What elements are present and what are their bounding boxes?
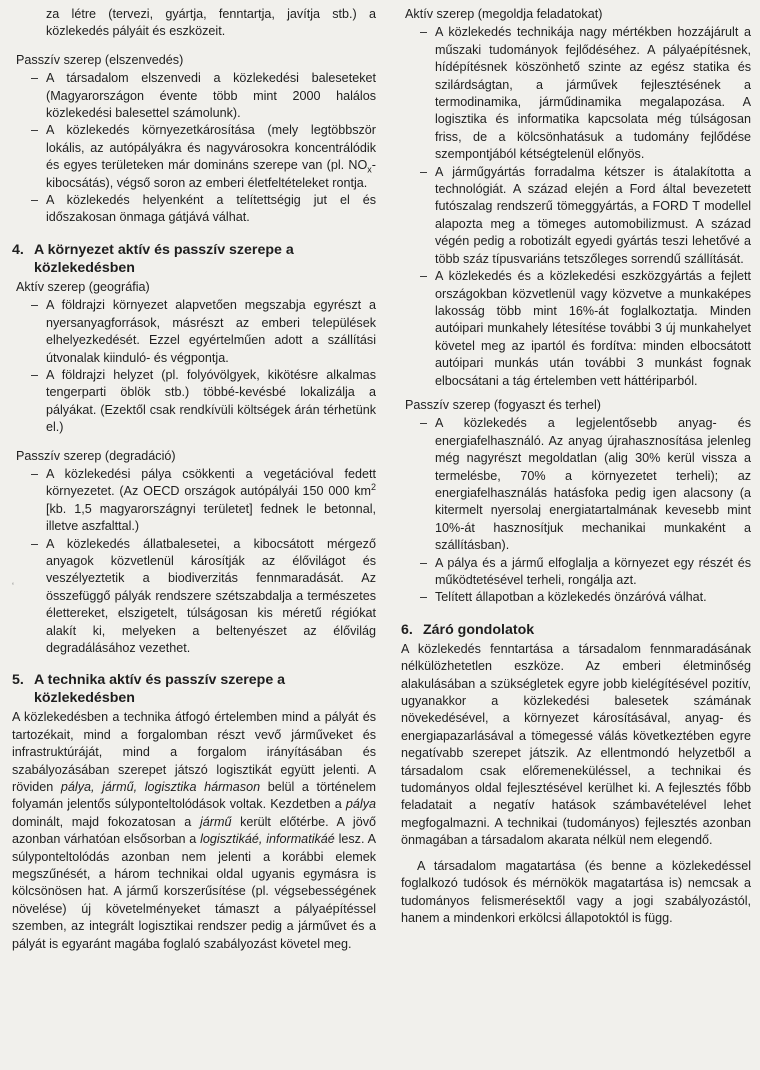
section-heading-5 [10,671,376,707]
list-item: – A közlekedés a legjelentősebb anyag- és energiafelhasználó. Az anyag újrahasznosítása jelenleg még nagyrészt megoldatlan (alig 30% kerül vissza a termelésbe, 70% a környezetet terheli); az energiafelhasználás hatásfoka pedig igen alacsony (a kitermelt nyersolaj energiatartalmának kevesebb mint 10%-át hasznosítjuk mechanikai munkaként a szállításban). [399,415,751,554]
section-paragraph: A társadalom magatartása (és benne a közlekedéssel foglalkozó tudósok és mérnökök magatartása is) nemcsak a tudományos felismerésektől vagy a jogi szabályozástól, hanem a mindenkori erkölcsi állapotoktól is függ. [401,858,751,925]
section-number: 4. [12,241,24,258]
list-item: – A földrajzi helyzet (pl. folyóvölgyek, kikötésre alkalmas tengerparti öblök stb.) többé-kevésbé lokalizálja a pályákat. (Ezektől csak rendkívüli költségek árán térhetünk el.) [10,367,376,437]
passive-role-list [399,415,751,606]
active-role-heading: Aktív szerep (megoldja feladatokat) [405,7,603,21]
section-heading-4 [10,241,376,277]
list-item: – Telített állapotban a közlekedés önzáróvá válhat. [399,589,751,606]
section-title: Záró gondolatok [423,621,535,638]
passive-role-heading: Passzív szerep (fogyaszt és terhel) [405,397,601,412]
section-title: A környezet aktív és passzív szerepe a közlekedésben [34,241,294,276]
intro-continuation: za létre (tervezi, gyártja, fenntartja, javítja stb.) a közlekedés pályáit és eszközeit. [46,7,376,39]
section-number: 6. [401,621,413,638]
scan-mark: ‘ [12,581,14,591]
section-paragraph: A közlekedés fenntartása a társadalom fennmaradásának nélkülözhetetlen eszköze. Az emberi életminőség alakulásában a szükségletek egyre jobb kielégítésével pozitív, ugyanakkor a közlekedési balesetek számának növekedésével, a környezet károsításával, anyag- és energiapazarlásával a tömegessé válás következtében egyre negatívabb szerepet játszik. Az ellentmondó helyzetből a társadalom csak előremeneküléssel, a technikai és tudományos oldal fejlesztésével kerülhet ki. A fejlesztés főbb feladatait a negatív hatások számbavételével lehet megfogalmazni. A technikai (tudományos) fejlesztés azonban önmagában a társadalom akarata nélkül nem elegendő. [401,641,751,848]
passive-role-heading: Passzív szerep (degradáció) [16,448,176,463]
right-column [399,6,751,927]
passive-role-list [10,70,376,227]
active-role-heading: Aktív szerep (geográfia) [16,279,150,294]
list-item: – A közlekedés és a közlekedési eszközgyártás a fejlett országokban közvetlenül vagy közvetve a munkaképes lakosság több mint 16%-át foglalkoztatja. Minden autóipari munkahely létesítése további 3 új munkahelyet követel meg az ipartól és fordítva: minden elbocsátott autóipari munkás után további 3 munkást fognak elbocsátani a tág értelemben vett háttériparból. [399,268,751,390]
list-item: – A pálya és a jármű elfoglalja a környezet egy részét és működtetésével terheli, rongálja azt. [399,555,751,590]
left-column [10,6,376,953]
section-heading-6 [399,621,751,639]
active-role-list [399,24,751,390]
list-item: – A közlekedés technikája nagy mértékben hozzájárult a műszaki tudományok fejlődéséhez. A pályaépítésnek, hídépítésnek köszönhető szinte az egész statika és szilárdságtan, a járművek fejlesztésének a termodinamika, járműdinamika megalapozása. A logisztika és informatika kapcsolata még túlságosan friss, de a kölcsönhatásuk a tudomány fejlődése szempontjából kétségtelenül előnyös. [399,24,751,163]
active-role-list [10,297,376,436]
list-item: – A közlekedés környezetkárosítása (mely legtöbbször lokális, az autópályákra és nagyvárosokra koncentrálódik és egyes területeken már domináns szerepe van (pl. $NO_x-kibocsátás$), végső soron az emberi életfeltételeket rontja. [10,122,376,192]
list-item: – A közlekedés helyenként a telítettségig jut el és időszakosan önmaga gátjává válhat. [10,192,376,227]
list-item: – A földrajzi környezet alapvetően megszabja egyrészt a nyersanyagforrások, másrészt az emberi települések elhelyezkedését. Ezzel egyértelműen adott a szállítási útvonalak kiinduló- és végpontja. [10,297,376,367]
list-item: – A közlekedési pálya csökkenti a vegetációval fedett környezetet. (Az OECD országok autópályái 150 000 $km^2$ [kb. 1,5 magyarországnyi területet] fednek le betonnal, illetve aszfalttal.) [10,466,376,536]
section-number: 5. [12,672,24,689]
passive-role-list [10,466,376,657]
list-item: – A közlekedés állatbalesetei, a kibocsátott mérgező anyagok közvetlenül károsítják az élővilágot és veszélyeztetik a biodiverzitás fennmaradását. Az összefüggő pályák rendszere szétszabdalja a természetes élettereket, elszigetelt, túlságosan kis méretű régiókat alakít ki, melyeken a beltenyészet az élővilág degradálásához vezethet. [10,536,376,658]
passive-role-heading: Passzív szerep (elszenvedés) [16,52,184,67]
list-item: – A járműgyártás forradalma kétszer is átalakította a technológiát. A század elején a Ford által bevezetett futószalag rendszerű tömeggyártás, a FORD T modellel alapozta meg a tömeges automobilizmust. A század végén pedig a robotizált egyedi gyártás teszi lehetővé a több száz típusvariáns tetszőleges sorrendű szállítását. [399,164,751,268]
section-title: A technika aktív és passzív szerepe a közlekedésben [34,672,286,707]
section-paragraph: A közlekedésben a technika átfogó értelemben mind a pályát és tartozékait, mind a forgalomban részt vevő járműveket és infrastruktúráját, mind a forgalom irányításában és szabályozásában szerepet játszó logisztikát együtt jelenti. A röviden pálya, jármű, logisztika hármason belül a történelem folyamán jelentős súlyponteltolódások voltak. Kezdetben a pálya dominált, majd fokozatosan a jármű került előtérbe. A jövő azonban várhatóan elsősorban a logisztikáé, informatikáé lesz. A súlyponteltolódás azonban nem jelenti a korábbi elemek megszűnését, a három technikai oldal ugyanis egymásra is kölcsönösen hat. A jármű korszerűsítése (pl. végsebességének növelése) új követelményeket támaszt a pályaépítéssel szemben, az integrált logisztikai rendszer pedig a járművet és a pályát is egyaránt magába foglaló szabályozást követel meg. [12,710,376,951]
list-item: – A társadalom elszenvedi a közlekedési baleseteket (Magyarországon évente több mint 2000 halálos közlekedési balesettel számolunk). [10,70,376,122]
